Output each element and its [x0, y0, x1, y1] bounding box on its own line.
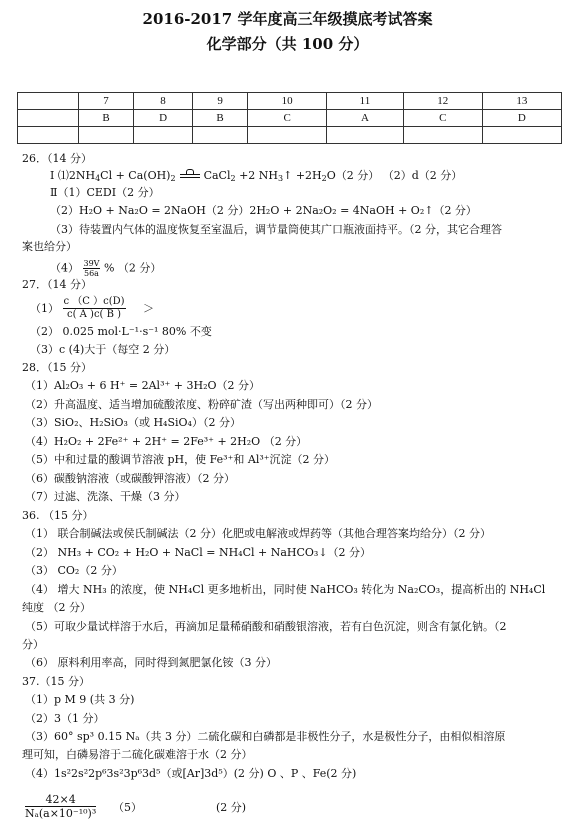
- answer-line: （1）Al₂O₃ + 6 H⁺ = 2Al³⁺ + 3H₂O（2 分）: [25, 379, 261, 392]
- answer-line: （2）升高温度、适当增加硫酸浓度、粉碎矿渣（写出两种即可）（2 分）: [25, 398, 378, 411]
- question-number-cell: 13: [482, 93, 561, 110]
- answer-cell: B: [79, 110, 134, 127]
- answer-cell: B: [193, 110, 248, 127]
- text: 4: [95, 174, 101, 183]
- answer-line: （3）待装置内气体的温度恢复至室温后，调节量筒使其广口瓶液面持平。（2 分，其它合理答: [50, 223, 502, 236]
- text: 3: [278, 174, 284, 183]
- answer-line: （4）H₂O₂ + 2Fe²⁺ + 2H⁺ = 2Fe³⁺ + 2H₂O （2 分）: [25, 435, 308, 448]
- text: % （2 分）: [103, 261, 162, 275]
- fraction-denominator: 56a: [84, 269, 99, 278]
- section-heading-26: 26．（14 分）: [22, 152, 92, 165]
- blank-cell: [134, 127, 193, 144]
- answer-cell: A: [327, 110, 403, 127]
- answer-line: （3）SiO₂、H₂SiO₃（或 H₄SiO₄）（2 分）: [25, 416, 241, 429]
- page-subtitle: 化学部分（共 100 分）: [206, 35, 369, 53]
- table-row-blank: [18, 127, 562, 144]
- text: （1）: [30, 302, 59, 315]
- answer-line: Ⅱ（1）CEDI（2 分）: [50, 186, 160, 199]
- answer-line: （3） CO₂（2 分）: [25, 564, 123, 577]
- fraction-numerator: c （C ）c(D): [63, 296, 125, 307]
- answer-line: （5）可取少量试样溶于水后，再滴加足量稀硝酸和硝酸银溶液，若有白色沉淀，则含有氯化钠。（2: [25, 620, 507, 633]
- section-heading-36: 36. （15 分）: [22, 509, 94, 522]
- answer-line: （2） 0.025 mol·L⁻¹·s⁻¹ 80% 不变: [30, 325, 212, 338]
- answer-line: （6）碳酸钠溶液（或碳酸钾溶液）（2 分）: [25, 472, 235, 485]
- answer-line: 案也给分）: [22, 240, 77, 253]
- text: ↑ +2H: [283, 169, 322, 182]
- answer-line: 纯度 （2 分）: [22, 601, 91, 614]
- answer-line: [50, 259, 161, 278]
- blank-cell: [18, 127, 79, 144]
- blank-cell: [482, 127, 561, 144]
- blank-cell: [248, 127, 327, 144]
- text: CaCl: [203, 169, 231, 182]
- answer-line: （4）1s²2s²2p⁶3s²3p⁶3d⁵（或[Ar]3d⁵）(2 分) O 、P 、Fe(2 分): [25, 767, 357, 780]
- answer-line: （4） 增大 NH₃ 的浓度，使 NH₄Cl 更多地析出，同时使 NaHCO₃ 转化为 Na₂CO₃，提高析出的 NH₄Cl: [25, 583, 546, 596]
- answer-label: （5）: [113, 801, 142, 814]
- blank-cell: [193, 127, 248, 144]
- blank-cell: [403, 127, 482, 144]
- heat-arrow-icon: [180, 174, 200, 178]
- text: 2: [321, 174, 327, 183]
- answer-line: （3）60° sp³ 0.15 Nₐ（共 3 分）二硫化碳和白磷都是非极性分子，水是极性分子，由相似相溶原: [25, 730, 506, 743]
- answer-line: （5）中和过量的酸调节溶液 pH，使 Fe³⁺和 Al³⁺沉淀（2 分）: [25, 453, 336, 466]
- text: Ⅰ ⑴2NH: [50, 169, 96, 182]
- question-number-cell: 8: [134, 93, 193, 110]
- text: 2: [170, 174, 176, 183]
- question-number-cell: 10: [248, 93, 327, 110]
- blank-cell: [79, 127, 134, 144]
- answer-line: （6） 原料利用率高，同时得到氮肥氯化铵（3 分）: [25, 656, 277, 669]
- table-label-cell: [18, 110, 79, 127]
- answer-line: 分）: [22, 638, 44, 651]
- density-fraction: [25, 793, 96, 820]
- answer-line: （7）过滤、洗涤、干燥（3 分）: [25, 490, 186, 503]
- table-row-answers: [18, 110, 562, 127]
- text: ＞: [143, 302, 155, 315]
- fraction-denominator: c( A )c( B ): [66, 309, 122, 320]
- answer-cell: C: [248, 110, 327, 127]
- answer-line: [50, 169, 462, 186]
- question-number-cell: 7: [79, 93, 134, 110]
- answer-table: [17, 92, 562, 144]
- answer-line: （1）p M 9 (共 3 分): [25, 693, 135, 706]
- table-row-numbers: [18, 93, 562, 110]
- answer-cell: D: [482, 110, 561, 127]
- fraction: [83, 259, 101, 278]
- score-label: (2 分): [216, 801, 247, 814]
- text: +2 NH: [235, 169, 279, 182]
- fraction-numerator: 42×4: [25, 793, 96, 807]
- fraction-numerator: 39V: [83, 259, 100, 268]
- section-heading-28: 28．（15 分）: [22, 361, 92, 374]
- answer-line: [30, 296, 154, 321]
- answer-line: （2） NH₃ + CO₂ + H₂O + NaCl = NH₄Cl + NaHCO₃↓（2 分）: [25, 546, 372, 559]
- answer-line: （3）c (4)大于（每空 2 分）: [30, 343, 176, 356]
- answer-line: （2）3（1 分）: [25, 712, 105, 725]
- fraction-denominator: Nₐ(a×10⁻¹⁰)³: [25, 807, 97, 820]
- table-corner-cell: [18, 93, 79, 110]
- text: （4）: [50, 261, 79, 275]
- text: 2: [230, 174, 236, 183]
- text: Cl + Ca(OH): [100, 169, 171, 182]
- text: O（2 分） （2）d（2 分）: [326, 169, 463, 182]
- section-heading-27: 27．（14 分）: [22, 278, 92, 291]
- blank-cell: [327, 127, 403, 144]
- page-title: 2016-2017 学年度高三年级摸底考试答案: [142, 10, 433, 28]
- answer-cell: C: [403, 110, 482, 127]
- answer-line: （1） 联合制碱法或侯氏制碱法（2 分）化肥或电解液或焊药等（其他合理答案均给分）（2 分）: [25, 527, 491, 540]
- equilibrium-constant-fraction: [63, 296, 126, 321]
- answer-cell: D: [134, 110, 193, 127]
- question-number-cell: 9: [193, 93, 248, 110]
- question-number-cell: 11: [327, 93, 403, 110]
- question-number-cell: 12: [403, 93, 482, 110]
- answer-line: 理可知，白磷易溶于二硫化碳难溶于水（2 分）: [22, 748, 253, 761]
- section-heading-37: 37.（15 分）: [22, 675, 90, 688]
- answer-line: （2）H₂O + Na₂O = 2NaOH（2 分）2H₂O + 2Na₂O₂ = 4NaOH + O₂↑（2 分）: [50, 204, 477, 217]
